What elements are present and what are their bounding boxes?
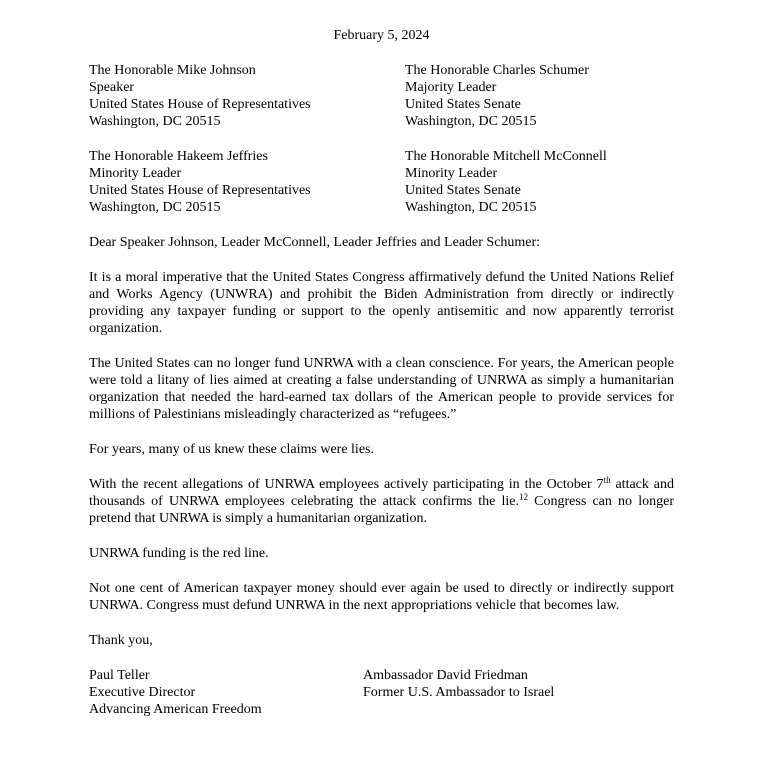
letter-date: February 5, 2024 (333, 28, 430, 43)
signature-paul-teller (89, 667, 363, 718)
salutation: Dear Speaker Johnson, Leader McConnell, Leader Jeffries and Leader Schumer: (89, 235, 541, 250)
paragraph-4-text: Congress can no longer pretend that UNRWA is simply a humanitarian organization. (89, 494, 674, 526)
signer-name: Ambassador David Friedman (363, 668, 528, 683)
recipient-name: The Honorable Mitchell McConnell (405, 149, 607, 164)
paragraph-4-text: attack and thousands of UNRWA employees celebrating the attack confirms the lie. (89, 477, 674, 509)
signer-name: Paul Teller (89, 668, 150, 683)
recipient-block-row-2 (89, 148, 674, 216)
body-paragraph-2: The United States can no longer fund UNRWA with a clean conscience. For years, the American people were told a litany of lies aimed at creating a false understanding of UNRWA as simply a humanitarian organization that needed the hard-earned tax dollars of the American people to provide services for millions of Palestinians misleadingly characterized as “refugees.” (89, 356, 674, 422)
footnote-marker: 12 (518, 492, 528, 502)
signer-title: Former U.S. Ambassador to Israel (363, 685, 555, 700)
recipient-org: United States House of Representatives (89, 97, 311, 112)
recipient-title: Majority Leader (405, 80, 497, 95)
signature-block (89, 667, 674, 718)
recipient-city: Washington, DC 20515 (89, 200, 221, 215)
body-paragraph-6: Not one cent of American taxpayer money should ever again be used to directly or indirectly support UNRWA. Congress must defund UNRWA in the next appropriations vehicle that becomes law. (89, 581, 674, 613)
recipient-title: Minority Leader (89, 166, 182, 181)
recipient-city: Washington, DC 20515 (89, 114, 221, 129)
recipient-org: United States House of Representatives (89, 183, 311, 198)
ordinal-superscript: th (603, 475, 611, 485)
recipient-address-mcconnell (405, 148, 674, 216)
paragraph-4-text: With the recent allegations of UNRWA employees actively participating in the October 7 (89, 477, 604, 492)
closing-line: Thank you, (89, 633, 153, 648)
signer-org: Advancing American Freedom (89, 702, 262, 717)
recipient-name: The Honorable Hakeem Jeffries (89, 149, 268, 164)
recipient-name: The Honorable Charles Schumer (405, 63, 589, 78)
recipient-address-schumer (405, 62, 674, 130)
recipient-org: United States Senate (405, 183, 521, 198)
recipient-org: United States Senate (405, 97, 521, 112)
recipient-block-row-1 (89, 62, 674, 130)
body-paragraph-5: UNRWA funding is the red line. (89, 546, 269, 561)
recipient-title: Minority Leader (405, 166, 498, 181)
body-paragraph-4 (89, 476, 674, 527)
recipient-city: Washington, DC 20515 (405, 114, 537, 129)
recipient-city: Washington, DC 20515 (405, 200, 537, 215)
body-paragraph-3: For years, many of us knew these claims were lies. (89, 442, 374, 457)
recipient-address-jeffries (89, 148, 405, 216)
recipient-address-johnson (89, 62, 405, 130)
recipient-name: The Honorable Mike Johnson (89, 63, 256, 78)
body-paragraph-1: It is a moral imperative that the United States Congress affirmatively defund the United Nations Relief and Works Agency (UNWRA) and prohibit the Biden Administration from directly or indirectly providing any taxpayer funding or support to the openly antisemitic and now apparently terrorist organization. (89, 270, 674, 336)
signer-title: Executive Director (89, 685, 196, 700)
signature-david-friedman (363, 667, 674, 718)
recipient-title: Speaker (89, 80, 135, 95)
